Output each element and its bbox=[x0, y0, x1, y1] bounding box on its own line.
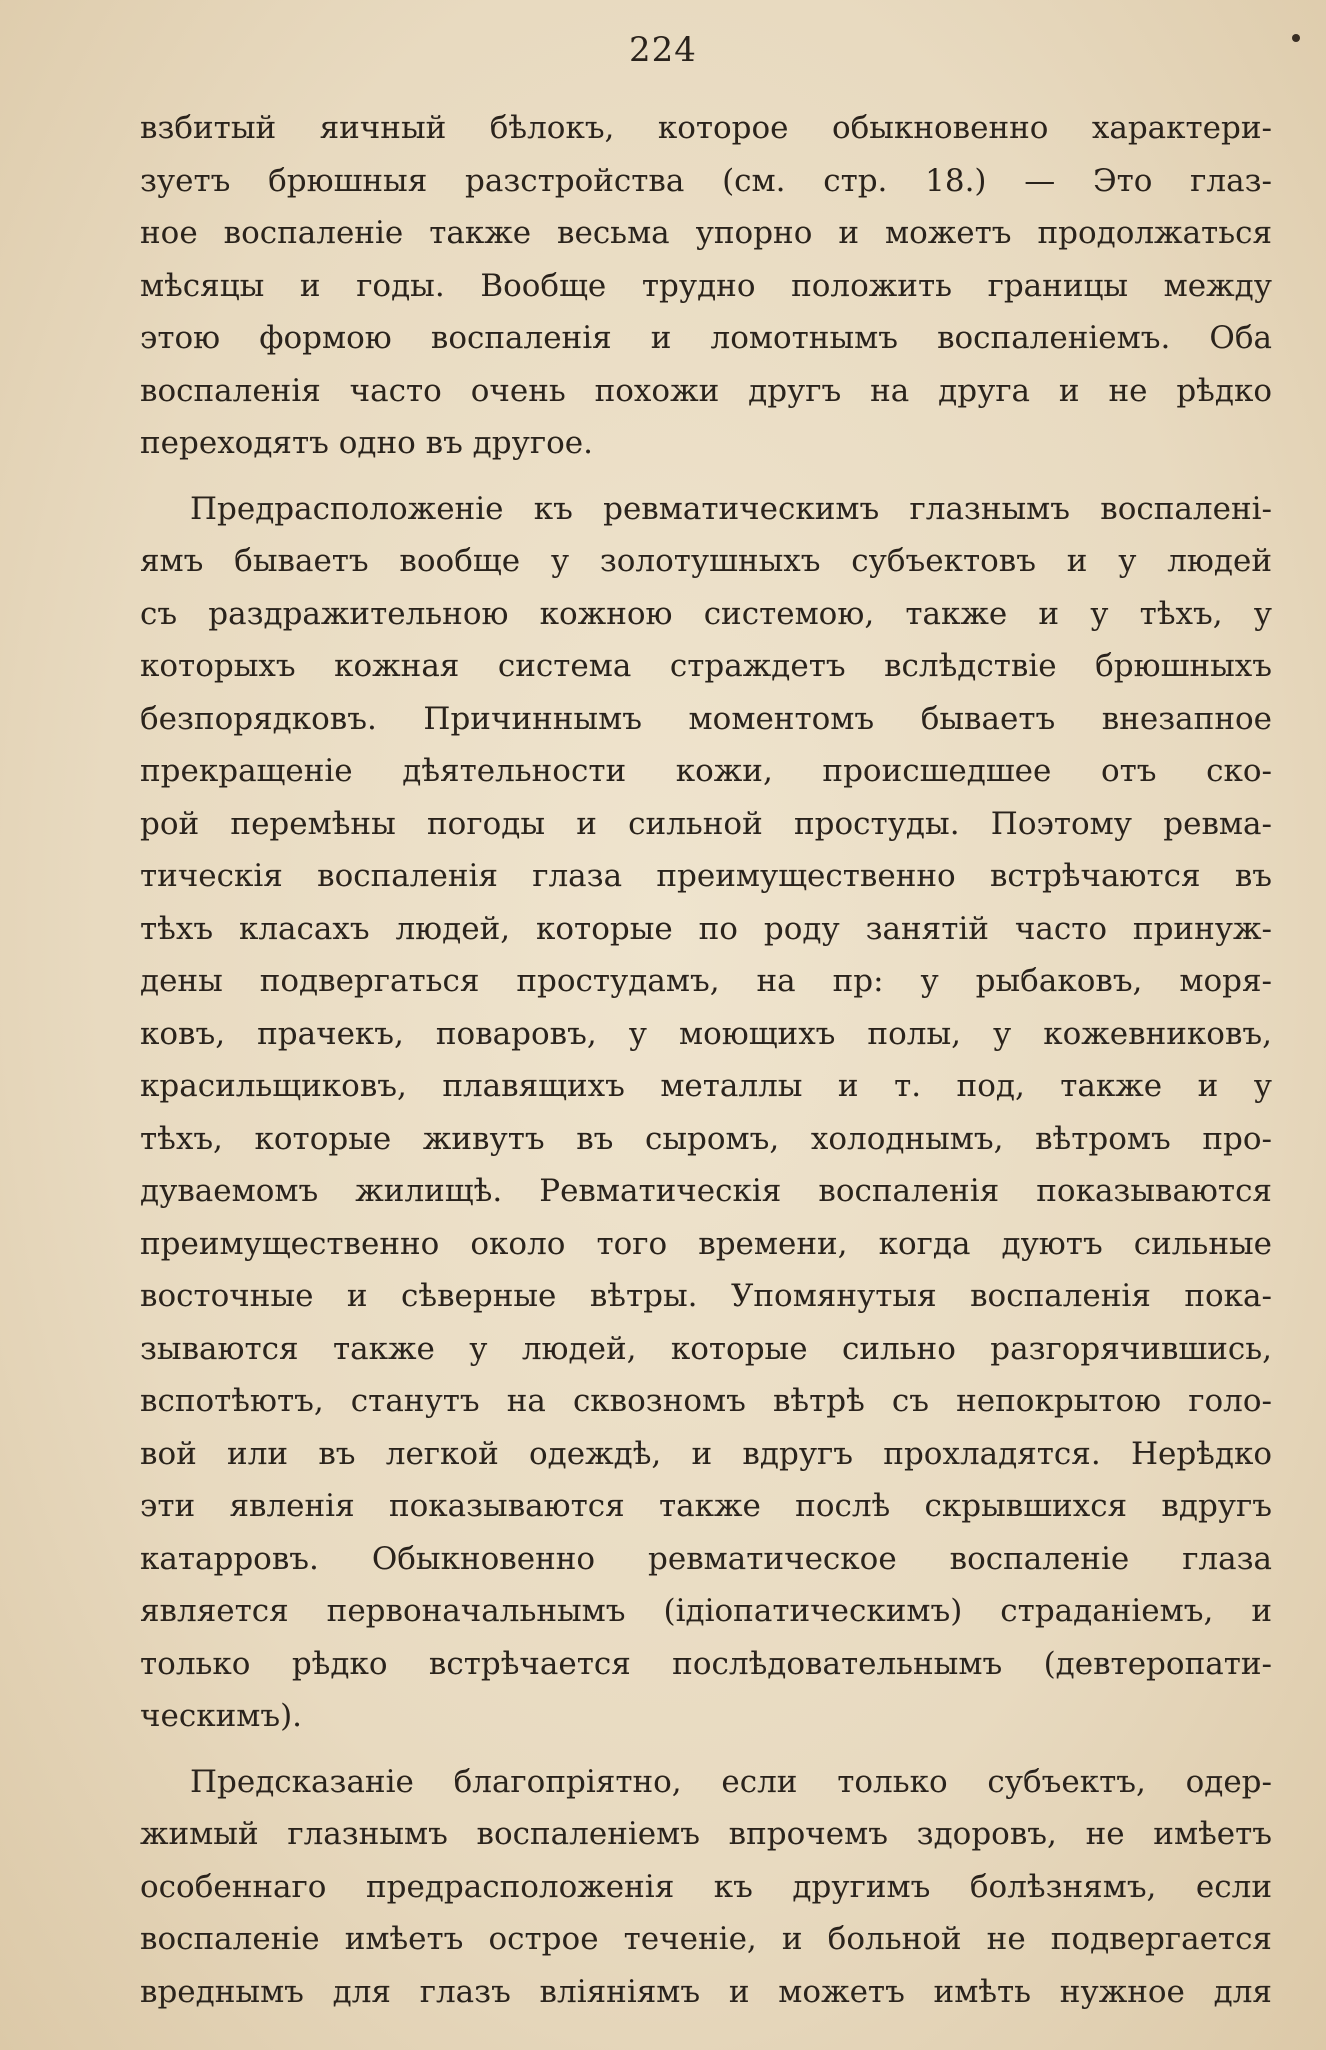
text-line: эти явленія показываются также послѣ скрывшихся вдругъ bbox=[140, 1488, 1272, 1524]
text-line: особеннаго предрасположенія къ другимъ болѣзнямъ, если bbox=[140, 1868, 1272, 1905]
text-line: ковъ, прачекъ, поваровъ, у моющихъ полы, у кожевниковъ, bbox=[140, 1015, 1272, 1052]
text-line: взбитый яичный бѣлокъ, которое обыкновенно характери- bbox=[140, 110, 1272, 146]
text-line: воспаленія часто очень похожи другъ на друга и не рѣдко bbox=[140, 372, 1272, 409]
text-line: съ раздражительною кожною системою, также и у тѣхъ, у bbox=[140, 595, 1272, 632]
page-number: 224 bbox=[629, 30, 697, 70]
text-line: которыхъ кожная система страждетъ вслѣдствіе брюшныхъ bbox=[140, 648, 1272, 684]
text-line: рой перемѣны погоды и сильной простуды. Поэтому ревма- bbox=[140, 805, 1272, 842]
text-line: тическія воспаленія глаза преимущественно встрѣчаются въ bbox=[140, 858, 1272, 894]
text-line: переходятъ одно въ другое. bbox=[140, 425, 593, 461]
text-line: тѣхъ, которые живутъ въ сыромъ, холоднымъ, вѣтромъ про- bbox=[140, 1120, 1272, 1157]
text-line: является первоначальнымъ (ідіопатическимъ) страданіемъ, и bbox=[140, 1593, 1272, 1629]
text-line: восточные и сѣверные вѣтры. Упомянутыя воспаленія пока- bbox=[140, 1278, 1272, 1314]
text-line: зуетъ брюшныя разстройства (см. стр. 18.) — Это глаз- bbox=[140, 162, 1272, 199]
text-line: вспотѣютъ, станутъ на сквозномъ вѣтрѣ съ непокрытою голо- bbox=[140, 1383, 1272, 1419]
text-line: этою формою воспаленія и ломотнымъ воспаленіемъ. Оба bbox=[140, 320, 1272, 356]
text-line: красильщиковъ, плавящихъ металлы и т. под, также и у bbox=[140, 1068, 1272, 1104]
paragraph-3 bbox=[140, 1756, 1272, 2019]
text-line: ческимъ). bbox=[140, 1698, 303, 1734]
text-line: прекращеніе дѣятельности кожи, происшедшее отъ ско- bbox=[140, 753, 1272, 789]
paragraph-gap bbox=[140, 470, 1272, 483]
paragraph-1 bbox=[140, 102, 1272, 470]
text-line: катарровъ. Обыкновенно ревматическое воспаленіе глаза bbox=[140, 1540, 1272, 1577]
text-line: ямъ бываетъ вообще у золотушныхъ субъектовъ и у людей bbox=[140, 543, 1272, 579]
text-line: воспаленіе имѣетъ острое теченіе, и больной не подвергается bbox=[140, 1921, 1272, 1957]
text-line: дуваемомъ жилищѣ. Ревматическія воспаленія показываются bbox=[140, 1173, 1272, 1209]
text-line: зываются также у людей, которые сильно разгорячившись, bbox=[140, 1330, 1272, 1367]
ink-spot bbox=[1292, 34, 1300, 42]
text-line: вой или въ легкой одеждѣ, и вдругъ прохладятся. Нерѣдко bbox=[140, 1435, 1272, 1472]
text-line: Предсказаніе благопріятно, если только субъектъ, одер- bbox=[190, 1763, 1272, 1800]
body-text bbox=[140, 102, 1272, 2018]
text-line: мѣсяцы и годы. Вообще трудно положить границы между bbox=[140, 267, 1272, 304]
text-line: жимый глазнымъ воспаленіемъ впрочемъ здоровъ, не имѣетъ bbox=[140, 1816, 1272, 1852]
text-line: дены подвергаться простудамъ, на пр: у рыбаковъ, моря- bbox=[140, 963, 1272, 999]
text-line: только рѣдко встрѣчается послѣдовательнымъ (девтеропати- bbox=[140, 1645, 1272, 1682]
paragraph-gap bbox=[140, 1743, 1272, 1756]
text-line: безпорядковъ. Причиннымъ моментомъ бываетъ внезапное bbox=[140, 700, 1272, 737]
text-line: преимущественно около того времени, когда дуютъ сильные bbox=[140, 1225, 1272, 1262]
text-line: тѣхъ класахъ людей, которые по роду занятій часто принуж- bbox=[140, 910, 1272, 947]
text-line: ное воспаленіе также весьма упорно и можетъ продолжаться bbox=[140, 215, 1272, 251]
paragraph-2 bbox=[140, 483, 1272, 1743]
text-line: Предрасположеніе къ ревматическимъ глазнымъ воспалені- bbox=[190, 490, 1272, 527]
text-line: вреднымъ для глазъ вліяніямъ и можетъ имѣть нужное для bbox=[140, 1973, 1272, 2010]
